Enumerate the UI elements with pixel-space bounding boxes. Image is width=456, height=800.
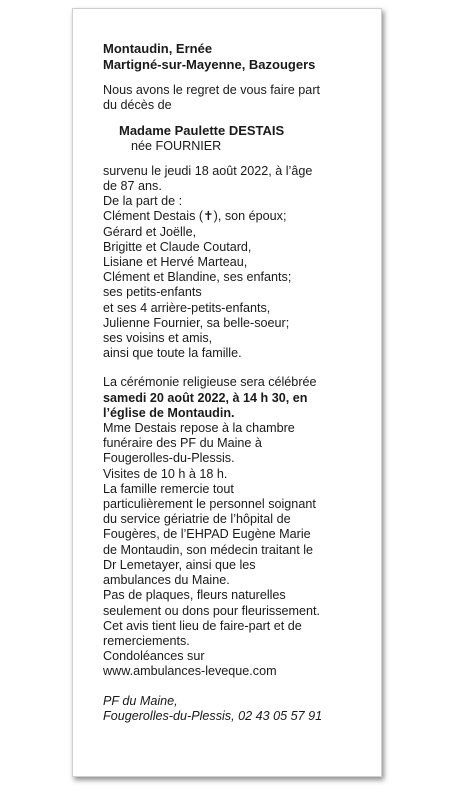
details-line: funéraire des PF du Maine à [103, 436, 262, 451]
notice-header [103, 41, 373, 73]
signature-contact: Fougerolles-du-Plessis, 02 43 05 57 91 [103, 708, 323, 723]
intro-text [103, 83, 373, 113]
family-line: Clément et Blandine, ses enfants; [103, 270, 292, 285]
family-line: et ses 4 arrière-petits-enfants, [103, 300, 271, 315]
ceremony-info [103, 375, 373, 421]
spacer [103, 680, 373, 694]
family-line: de 87 ans. [103, 179, 162, 194]
details-line: particulièrement le personnel soignant [103, 497, 316, 512]
family-line: Clément Destais (✝), son époux; [103, 209, 287, 224]
family-line: Brigitte et Claude Coutard, [103, 239, 252, 254]
details-text [103, 421, 373, 679]
family-line: De la part de : [103, 194, 183, 209]
details-line: Dr Lemetayer, ainsi que les [103, 557, 256, 572]
details-line: ambulances du Maine. [103, 573, 230, 588]
family-line: Julienne Fournier, sa belle-soeur; [103, 315, 290, 330]
details-line: Fougerolles-du-Plessis. [103, 451, 235, 466]
details-line: Condoléances sur [103, 649, 205, 664]
intro-line: Nous avons le regret de vous faire part [103, 83, 321, 97]
notice-content [103, 41, 373, 724]
family-line: ses petits-enfants [103, 285, 202, 300]
website-text: www.ambulances-leveque.com [103, 664, 277, 679]
deceased-maiden-name: née FOURNIER [131, 138, 222, 153]
deceased-block [119, 123, 373, 153]
family-line: ainsi que toute la famille. [103, 346, 242, 361]
spacer [103, 361, 373, 375]
details-line: Mme Destais repose à la chambre [103, 421, 295, 436]
details-line: Fougères, de l’EHPAD Eugène Marie [103, 527, 311, 542]
details-line: Cet avis tient lieu de faire-part et de [103, 618, 302, 633]
details-line: La famille remercie tout [103, 481, 234, 496]
family-line: Gérard et Joëlle, [103, 224, 197, 239]
family-list [103, 164, 373, 362]
details-line: du service gériatrie de l’hôpital de [103, 512, 291, 527]
intro-line: du décès de [103, 98, 172, 113]
family-line: Lisiane et Hervé Marteau, [103, 255, 248, 270]
signature [103, 694, 373, 724]
ceremony-date: samedi 20 août 2022, à 14 h 30, en [103, 390, 308, 405]
family-line: survenu le jeudi 18 août 2022, à l’âge [103, 163, 313, 178]
details-line: seulement ou dons pour fleurissement. [103, 603, 321, 618]
signature-company: PF du Maine, [103, 693, 178, 708]
header-location-line-1: Montaudin, Ernée [103, 41, 213, 56]
details-line: remerciements. [103, 633, 190, 648]
obituary-notice [72, 8, 382, 777]
details-line: de Montaudin, son médecin traitant le [103, 542, 314, 557]
deceased-name: Madame Paulette DESTAIS [119, 123, 285, 139]
details-line: Visites de 10 h à 18 h. [103, 466, 228, 481]
ceremony-place: l’église de Montaudin. [103, 405, 235, 420]
family-line: ses voisins et amis, [103, 331, 213, 346]
ceremony-line: La cérémonie religieuse sera célébrée [103, 375, 317, 390]
details-line: Pas de plaques, fleurs naturelles [103, 588, 286, 603]
header-location-line-2: Martigné-sur-Mayenne, Bazougers [103, 57, 316, 72]
